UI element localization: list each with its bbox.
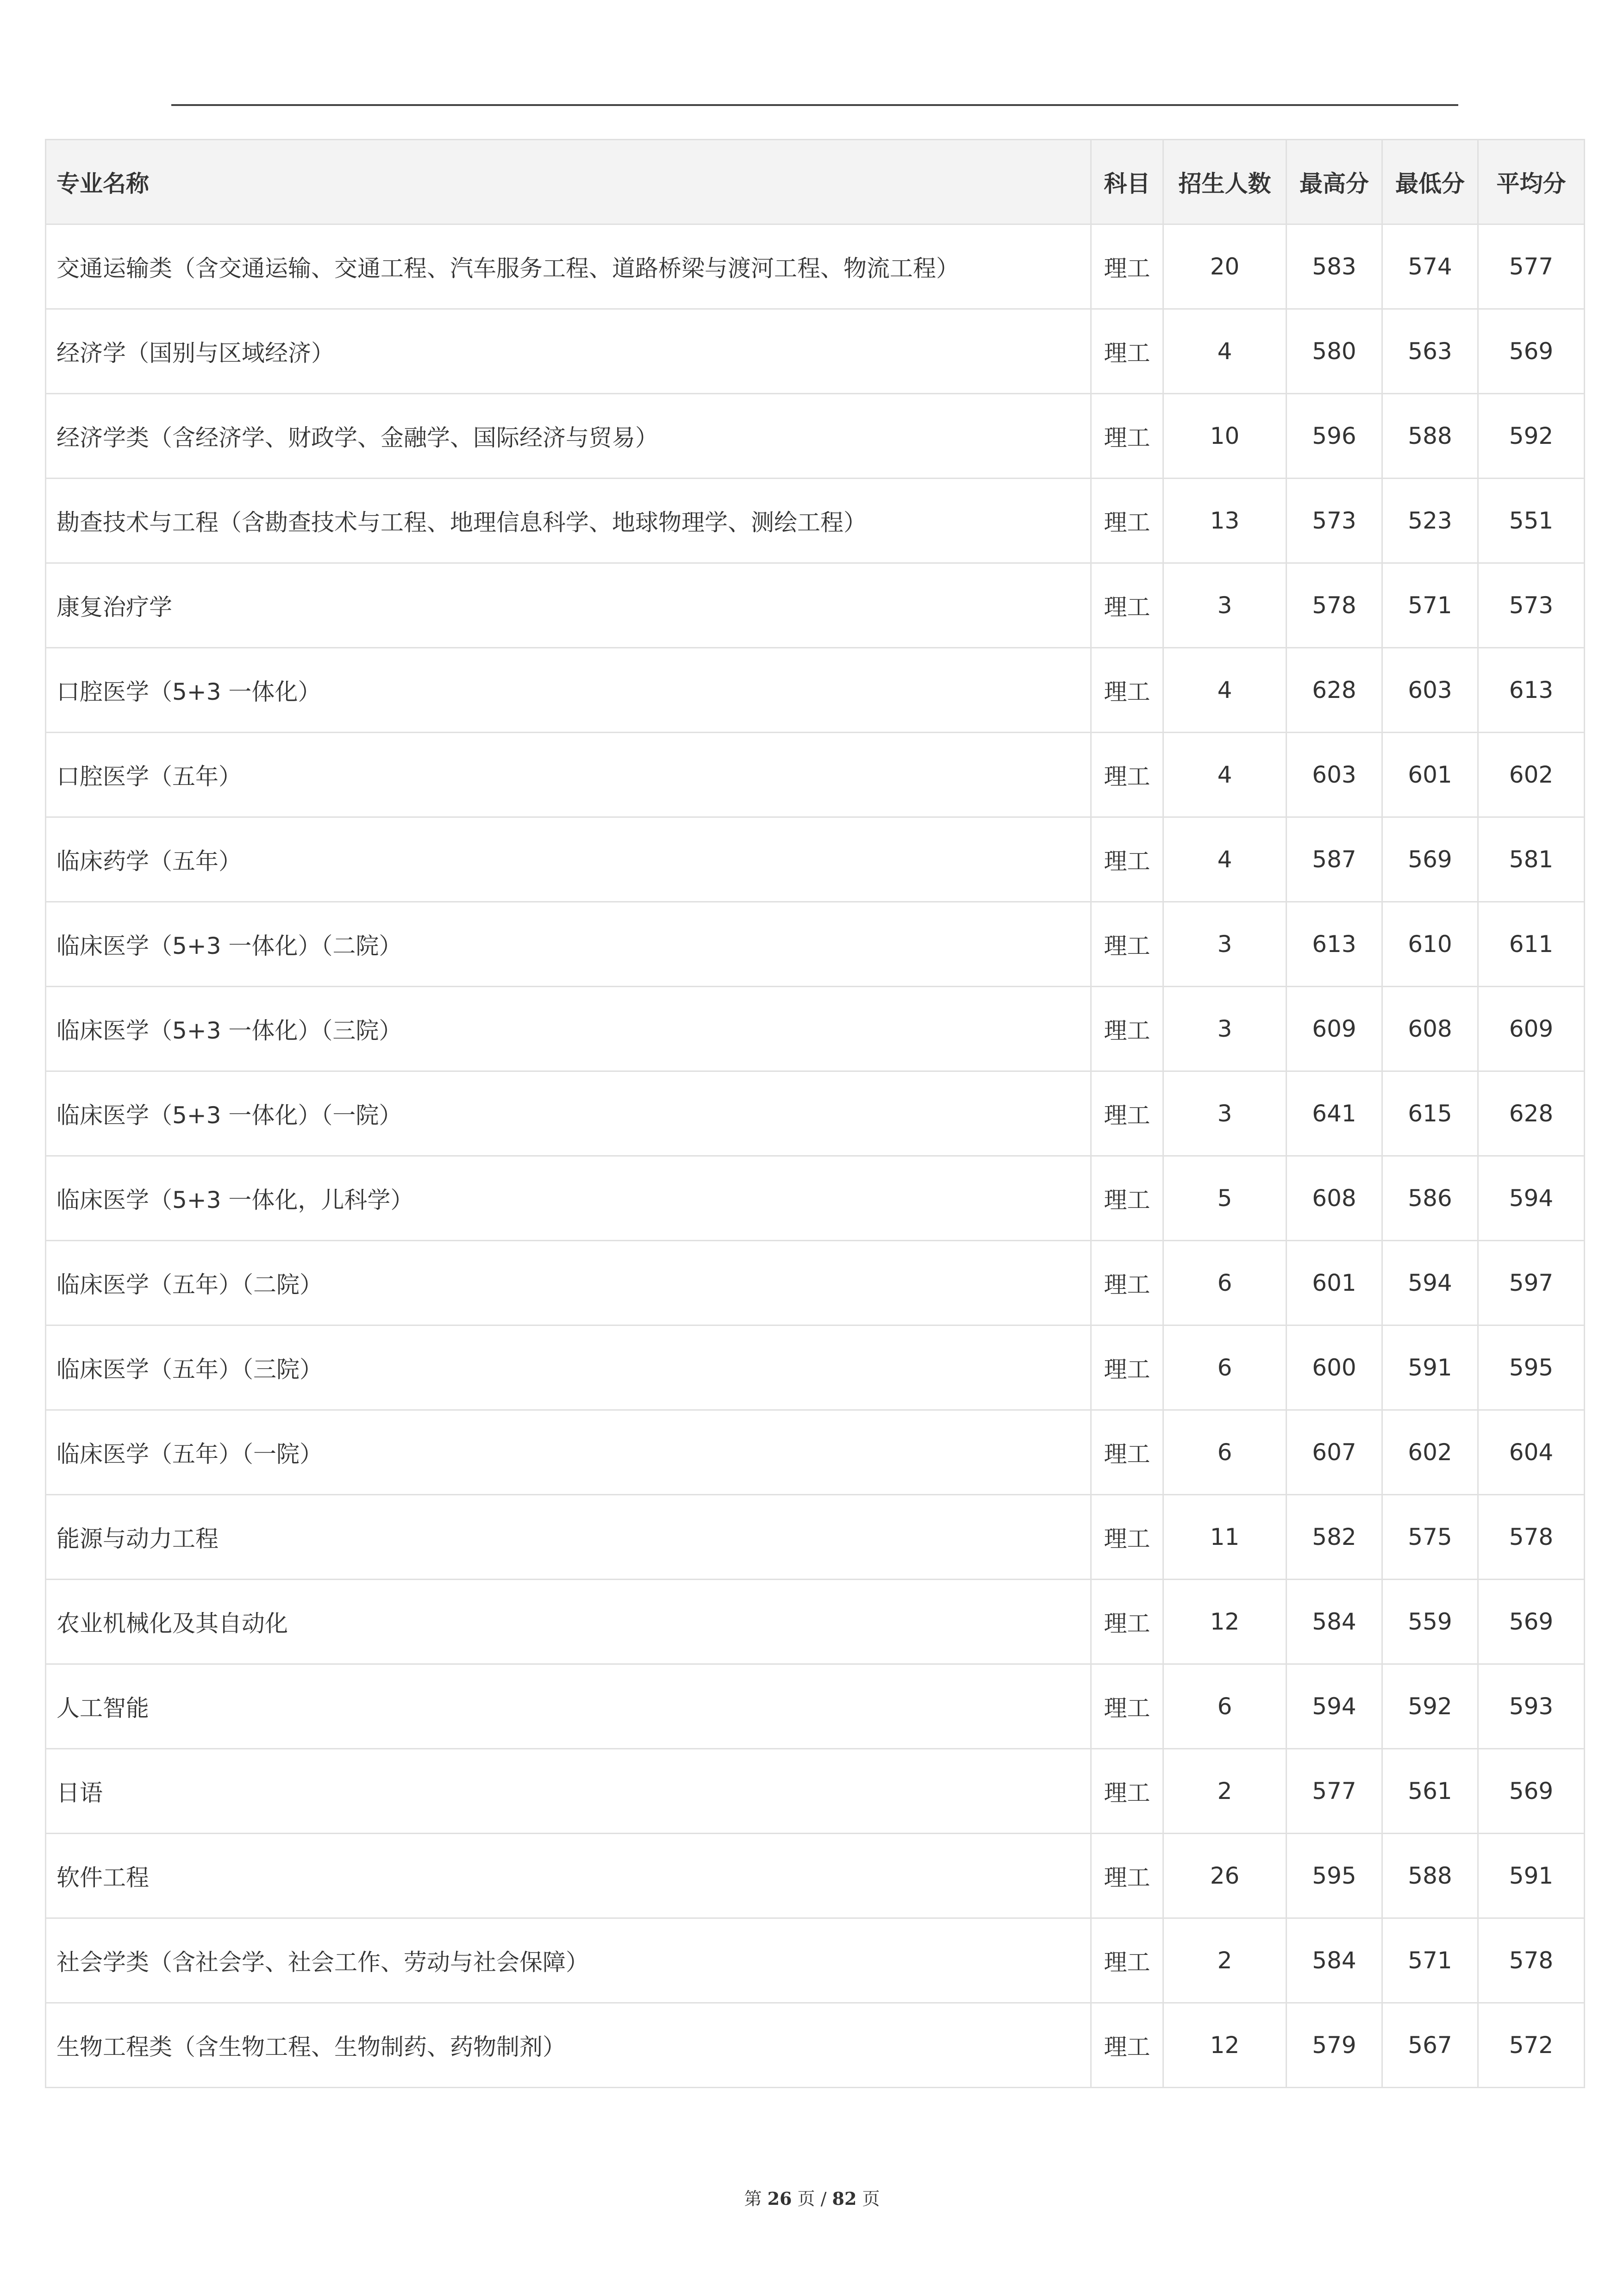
cell-avg-score: 569 bbox=[1478, 1580, 1585, 1664]
cell-subject: 理工 bbox=[1091, 224, 1163, 309]
footer-suffix: 页 bbox=[862, 2189, 880, 2209]
cell-major: 软件工程 bbox=[46, 1834, 1091, 1918]
table-row bbox=[46, 479, 1585, 563]
cell-min-score: 603 bbox=[1382, 648, 1478, 733]
cell-min-score: 588 bbox=[1382, 1834, 1478, 1918]
cell-avg-score: 594 bbox=[1478, 1156, 1585, 1241]
table-row bbox=[46, 987, 1585, 1071]
column-header-major: 专业名称 bbox=[46, 140, 1091, 224]
cell-max-score: 577 bbox=[1287, 1749, 1382, 1834]
cell-avg-score: 581 bbox=[1478, 817, 1585, 902]
cell-min-score: 591 bbox=[1382, 1325, 1478, 1410]
cell-max-score: 583 bbox=[1287, 224, 1382, 309]
cell-subject: 理工 bbox=[1091, 394, 1163, 479]
table-row bbox=[46, 1580, 1585, 1664]
cell-subject: 理工 bbox=[1091, 1580, 1163, 1664]
cell-max-score: 613 bbox=[1287, 902, 1382, 987]
cell-avg-score: 613 bbox=[1478, 648, 1585, 733]
cell-subject: 理工 bbox=[1091, 1325, 1163, 1410]
table-row bbox=[46, 1241, 1585, 1325]
cell-major: 交通运输类（含交通运输、交通工程、汽车服务工程、道路桥梁与渡河工程、物流工程） bbox=[46, 224, 1091, 309]
cell-max-score: 641 bbox=[1287, 1071, 1382, 1156]
cell-min-score: 615 bbox=[1382, 1071, 1478, 1156]
cell-min-score: 602 bbox=[1382, 1410, 1478, 1495]
cell-major: 人工智能 bbox=[46, 1664, 1091, 1749]
column-header-subject: 科目 bbox=[1091, 140, 1163, 224]
cell-min-score: 586 bbox=[1382, 1156, 1478, 1241]
table-row bbox=[46, 648, 1585, 733]
cell-avg-score: 604 bbox=[1478, 1410, 1585, 1495]
cell-enrollment: 6 bbox=[1163, 1664, 1287, 1749]
cell-min-score: 601 bbox=[1382, 733, 1478, 817]
cell-max-score: 578 bbox=[1287, 563, 1382, 648]
cell-max-score: 580 bbox=[1287, 309, 1382, 394]
cell-subject: 理工 bbox=[1091, 987, 1163, 1071]
column-header-min-score: 最低分 bbox=[1382, 140, 1478, 224]
cell-avg-score: 597 bbox=[1478, 1241, 1585, 1325]
cell-max-score: 584 bbox=[1287, 1580, 1382, 1664]
cell-major: 经济学类（含经济学、财政学、金融学、国际经济与贸易） bbox=[46, 394, 1091, 479]
cell-subject: 理工 bbox=[1091, 1834, 1163, 1918]
cell-avg-score: 578 bbox=[1478, 1495, 1585, 1580]
cell-avg-score: 591 bbox=[1478, 1834, 1585, 1918]
cell-avg-score: 611 bbox=[1478, 902, 1585, 987]
cell-major: 临床医学（5+3 一体化，儿科学） bbox=[46, 1156, 1091, 1241]
cell-major: 临床药学（五年） bbox=[46, 817, 1091, 902]
cell-min-score: 523 bbox=[1382, 479, 1478, 563]
table-row bbox=[46, 224, 1585, 309]
table-header-row bbox=[46, 140, 1585, 224]
cell-enrollment: 12 bbox=[1163, 2003, 1287, 2088]
cell-enrollment: 12 bbox=[1163, 1580, 1287, 1664]
cell-min-score: 575 bbox=[1382, 1495, 1478, 1580]
cell-enrollment: 5 bbox=[1163, 1156, 1287, 1241]
table-row bbox=[46, 1325, 1585, 1410]
cell-major: 口腔医学（5+3 一体化） bbox=[46, 648, 1091, 733]
table-row bbox=[46, 817, 1585, 902]
column-header-max-score: 最高分 bbox=[1287, 140, 1382, 224]
cell-major: 临床医学（5+3 一体化）（二院） bbox=[46, 902, 1091, 987]
table-row bbox=[46, 1410, 1585, 1495]
cell-max-score: 594 bbox=[1287, 1664, 1382, 1749]
cell-avg-score: 593 bbox=[1478, 1664, 1585, 1749]
cell-enrollment: 20 bbox=[1163, 224, 1287, 309]
cell-min-score: 574 bbox=[1382, 224, 1478, 309]
cell-min-score: 571 bbox=[1382, 563, 1478, 648]
cell-max-score: 600 bbox=[1287, 1325, 1382, 1410]
cell-max-score: 609 bbox=[1287, 987, 1382, 1071]
column-header-enrollment: 招生人数 bbox=[1163, 140, 1287, 224]
cell-subject: 理工 bbox=[1091, 1410, 1163, 1495]
table-row bbox=[46, 1749, 1585, 1834]
cell-subject: 理工 bbox=[1091, 1918, 1163, 2003]
footer-prefix: 第 bbox=[744, 2189, 762, 2209]
cell-max-score: 595 bbox=[1287, 1834, 1382, 1918]
cell-enrollment: 11 bbox=[1163, 1495, 1287, 1580]
cell-enrollment: 4 bbox=[1163, 817, 1287, 902]
cell-min-score: 561 bbox=[1382, 1749, 1478, 1834]
cell-max-score: 596 bbox=[1287, 394, 1382, 479]
table-row bbox=[46, 563, 1585, 648]
cell-enrollment: 4 bbox=[1163, 648, 1287, 733]
cell-max-score: 573 bbox=[1287, 479, 1382, 563]
table-row bbox=[46, 2003, 1585, 2088]
cell-enrollment: 4 bbox=[1163, 309, 1287, 394]
cell-enrollment: 2 bbox=[1163, 1749, 1287, 1834]
table-row bbox=[46, 1156, 1585, 1241]
table-row bbox=[46, 733, 1585, 817]
cell-avg-score: 609 bbox=[1478, 987, 1585, 1071]
cell-subject: 理工 bbox=[1091, 2003, 1163, 2088]
cell-avg-score: 578 bbox=[1478, 1918, 1585, 2003]
cell-avg-score: 551 bbox=[1478, 479, 1585, 563]
table-row bbox=[46, 1495, 1585, 1580]
cell-max-score: 607 bbox=[1287, 1410, 1382, 1495]
cell-major: 临床医学（5+3 一体化）（一院） bbox=[46, 1071, 1091, 1156]
cell-subject: 理工 bbox=[1091, 817, 1163, 902]
cell-enrollment: 3 bbox=[1163, 902, 1287, 987]
cell-avg-score: 577 bbox=[1478, 224, 1585, 309]
cell-avg-score: 602 bbox=[1478, 733, 1585, 817]
cell-subject: 理工 bbox=[1091, 1495, 1163, 1580]
cell-major: 勘查技术与工程（含勘查技术与工程、地理信息科学、地球物理学、测绘工程） bbox=[46, 479, 1091, 563]
cell-max-score: 601 bbox=[1287, 1241, 1382, 1325]
page-footer bbox=[0, 2184, 1624, 2210]
cell-subject: 理工 bbox=[1091, 1071, 1163, 1156]
cell-major: 生物工程类（含生物工程、生物制药、药物制剂） bbox=[46, 2003, 1091, 2088]
cell-avg-score: 573 bbox=[1478, 563, 1585, 648]
cell-major: 康复治疗学 bbox=[46, 563, 1091, 648]
cell-subject: 理工 bbox=[1091, 733, 1163, 817]
cell-major: 社会学类（含社会学、社会工作、劳动与社会保障） bbox=[46, 1918, 1091, 2003]
cell-enrollment: 26 bbox=[1163, 1834, 1287, 1918]
admission-scores-table bbox=[45, 139, 1585, 2088]
cell-min-score: 559 bbox=[1382, 1580, 1478, 1664]
cell-enrollment: 10 bbox=[1163, 394, 1287, 479]
cell-enrollment: 3 bbox=[1163, 987, 1287, 1071]
cell-min-score: 610 bbox=[1382, 902, 1478, 987]
table-row bbox=[46, 1834, 1585, 1918]
cell-subject: 理工 bbox=[1091, 648, 1163, 733]
cell-max-score: 582 bbox=[1287, 1495, 1382, 1580]
cell-enrollment: 6 bbox=[1163, 1410, 1287, 1495]
cell-major: 临床医学（五年）（二院） bbox=[46, 1241, 1091, 1325]
cell-enrollment: 4 bbox=[1163, 733, 1287, 817]
cell-avg-score: 569 bbox=[1478, 1749, 1585, 1834]
cell-subject: 理工 bbox=[1091, 1241, 1163, 1325]
cell-subject: 理工 bbox=[1091, 1664, 1163, 1749]
cell-max-score: 587 bbox=[1287, 817, 1382, 902]
cell-max-score: 608 bbox=[1287, 1156, 1382, 1241]
cell-max-score: 579 bbox=[1287, 2003, 1382, 2088]
cell-subject: 理工 bbox=[1091, 563, 1163, 648]
cell-major: 临床医学（5+3 一体化）（三院） bbox=[46, 987, 1091, 1071]
cell-major: 农业机械化及其自动化 bbox=[46, 1580, 1091, 1664]
cell-avg-score: 595 bbox=[1478, 1325, 1585, 1410]
cell-min-score: 567 bbox=[1382, 2003, 1478, 2088]
footer-total-pages: 82 bbox=[832, 2188, 857, 2209]
cell-enrollment: 6 bbox=[1163, 1325, 1287, 1410]
cell-enrollment: 6 bbox=[1163, 1241, 1287, 1325]
cell-min-score: 594 bbox=[1382, 1241, 1478, 1325]
footer-current-page: 26 bbox=[767, 2188, 792, 2209]
cell-min-score: 608 bbox=[1382, 987, 1478, 1071]
cell-subject: 理工 bbox=[1091, 1749, 1163, 1834]
footer-middle: 页 / bbox=[797, 2189, 827, 2209]
cell-avg-score: 572 bbox=[1478, 2003, 1585, 2088]
cell-enrollment: 3 bbox=[1163, 1071, 1287, 1156]
cell-min-score: 588 bbox=[1382, 394, 1478, 479]
cell-max-score: 603 bbox=[1287, 733, 1382, 817]
cell-major: 临床医学（五年）（三院） bbox=[46, 1325, 1091, 1410]
cell-min-score: 592 bbox=[1382, 1664, 1478, 1749]
table-row bbox=[46, 1071, 1585, 1156]
table-row bbox=[46, 1664, 1585, 1749]
table-row bbox=[46, 1918, 1585, 2003]
table-row bbox=[46, 394, 1585, 479]
cell-max-score: 584 bbox=[1287, 1918, 1382, 2003]
cell-min-score: 571 bbox=[1382, 1918, 1478, 2003]
cell-subject: 理工 bbox=[1091, 1156, 1163, 1241]
column-header-avg-score: 平均分 bbox=[1478, 140, 1585, 224]
cell-major: 临床医学（五年）（一院） bbox=[46, 1410, 1091, 1495]
table-row bbox=[46, 309, 1585, 394]
cell-enrollment: 2 bbox=[1163, 1918, 1287, 2003]
cell-avg-score: 592 bbox=[1478, 394, 1585, 479]
header-rule bbox=[171, 104, 1458, 106]
cell-major: 能源与动力工程 bbox=[46, 1495, 1091, 1580]
cell-major: 经济学（国别与区域经济） bbox=[46, 309, 1091, 394]
cell-subject: 理工 bbox=[1091, 479, 1163, 563]
cell-subject: 理工 bbox=[1091, 309, 1163, 394]
cell-enrollment: 13 bbox=[1163, 479, 1287, 563]
cell-min-score: 569 bbox=[1382, 817, 1478, 902]
cell-min-score: 563 bbox=[1382, 309, 1478, 394]
table-body bbox=[46, 224, 1585, 2088]
table-row bbox=[46, 902, 1585, 987]
cell-avg-score: 569 bbox=[1478, 309, 1585, 394]
cell-subject: 理工 bbox=[1091, 902, 1163, 987]
cell-avg-score: 628 bbox=[1478, 1071, 1585, 1156]
cell-max-score: 628 bbox=[1287, 648, 1382, 733]
cell-major: 日语 bbox=[46, 1749, 1091, 1834]
cell-major: 口腔医学（五年） bbox=[46, 733, 1091, 817]
cell-enrollment: 3 bbox=[1163, 563, 1287, 648]
